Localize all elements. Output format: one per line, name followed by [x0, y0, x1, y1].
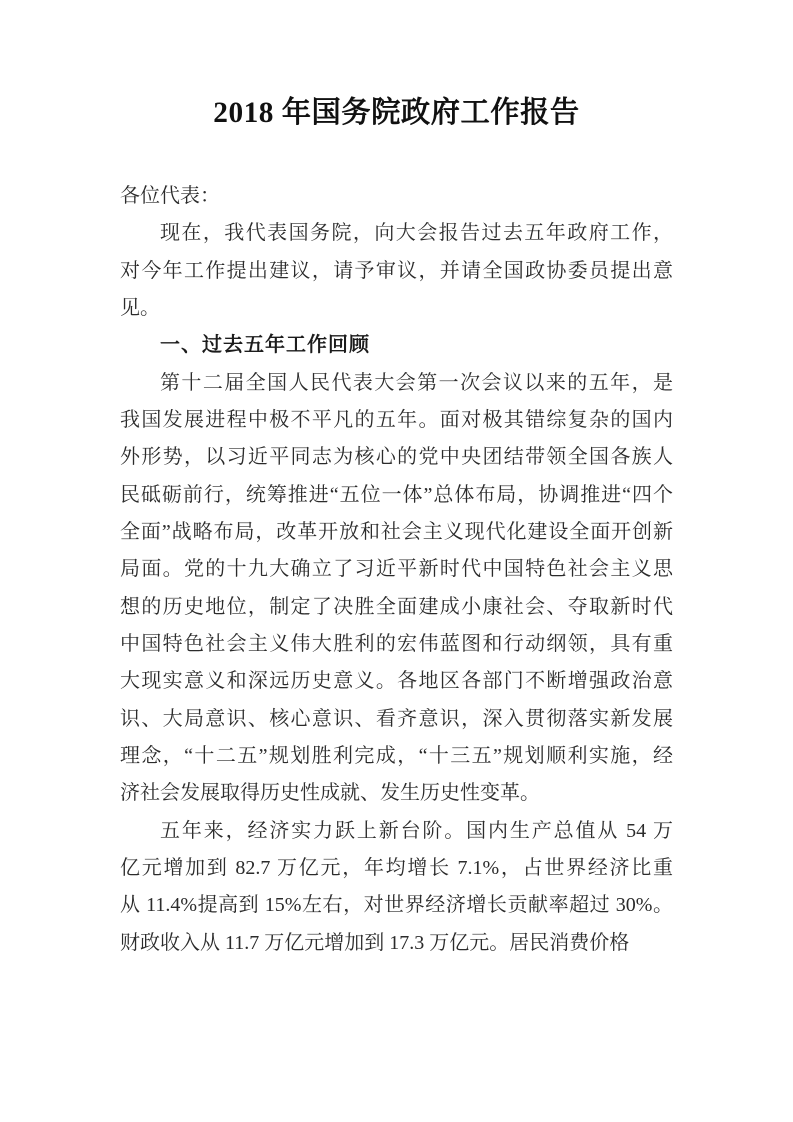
paragraph — [120, 215, 673, 327]
text-line: 从 11.4%提高到 15%左右，对世界经济增长贡献率超过 30%。 — [120, 894, 673, 917]
text-line: 我国发展进程中极不平凡的五年。面对极其错综复杂的国内 — [120, 408, 673, 431]
text-line: 外形势，以习近平同志为核心的党中央团结带领全国各族人 — [120, 446, 673, 469]
text-line: 中国特色社会主义伟大胜利的宏伟蓝图和行动纲领，具有重 — [120, 632, 673, 655]
text-line: 财政收入从 11.7 万亿元增加到 17.3 万亿元。居民消费价格 — [120, 931, 630, 954]
text-line: 局面。党的十九大确立了习近平新时代中国特色社会主义思 — [120, 558, 673, 581]
text-line: 理念，“十二五”规划胜利完成，“十三五”规划顺利实施，经 — [120, 744, 673, 767]
text-line: 全面”战略布局，改革开放和社会主义现代化建设全面开创新 — [120, 520, 673, 543]
text-line: 济社会发展取得历史性成就、发生历史性变革。 — [120, 782, 540, 805]
text-line: 对今年工作提出建议，请予审议，并请全国政协委员提出意 — [120, 259, 673, 282]
text-line: 见。 — [120, 296, 160, 319]
text-line: 第十二届全国人民代表大会第一次会议以来的五年，是 — [160, 371, 673, 394]
paragraph — [120, 365, 673, 813]
text-line: 一、过去五年工作回顾 — [160, 334, 370, 357]
text-line: 各位代表： — [120, 185, 220, 207]
text-line: 大现实意义和深远历史意义。各地区各部门不断增强政治意 — [120, 670, 673, 693]
text-line: 五年来，经济实力跃上新台阶。国内生产总值从 54 万 — [160, 819, 673, 842]
text-line: 现在，我代表国务院，向大会报告过去五年政府工作， — [160, 222, 673, 245]
document-title: 2018 年国务院政府工作报告 — [213, 97, 580, 129]
text-line: 识、大局意识、核心意识、看齐意识，深入贯彻落实新发展 — [120, 707, 673, 730]
text-line: 亿元增加到 82.7 万亿元，年均增长 7.1%，占世界经济比重 — [120, 856, 673, 879]
text-line: 民砥砺前行，统筹推进“五位一体”总体布局，协调推进“四个 — [120, 483, 673, 506]
paragraph — [120, 178, 673, 215]
document-body — [120, 178, 673, 962]
text-line: 想的历史地位，制定了决胜全面建成小康社会、夺取新时代 — [120, 595, 673, 618]
paragraph — [120, 813, 673, 962]
section-heading — [120, 327, 673, 364]
